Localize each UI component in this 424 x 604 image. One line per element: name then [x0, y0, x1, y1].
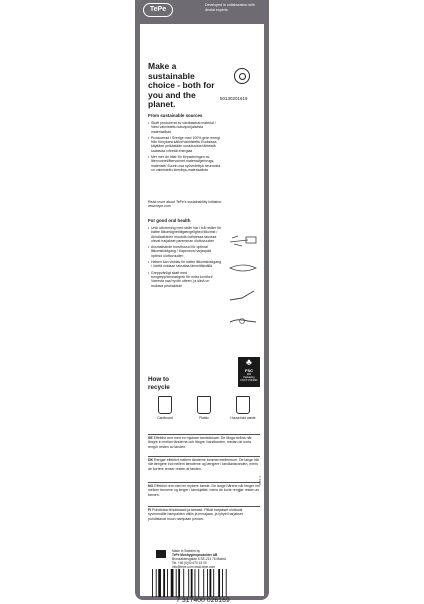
tepe-logo: TePe [143, 3, 173, 17]
bin-icon [197, 396, 211, 414]
divider [148, 482, 260, 483]
card-header [135, 0, 269, 22]
bin-icon [236, 396, 250, 414]
recycle-badge-icon [234, 68, 250, 84]
angled-neck-icon [228, 288, 258, 304]
list-item: • Greppvänligt skaft med tumgrepp/tommelgreb för extra komfort/ Varresta saa hyvän otteen, ja siinä on mukava peukalotuki [148, 271, 222, 288]
list-item: • Mer mer än bitar för förpackningen av återvunnet/återvunnet material/gerbrugs-materiale/ Suurin osa syövedettyä neuroosta on valmistettu kierrätys-materiaalista [148, 155, 222, 172]
brush-head-icon [228, 232, 258, 248]
tapered-head-icon [228, 260, 258, 276]
collab-text: Developed in collaboration with dental experts. [205, 3, 255, 12]
sources-title: From sustainable sources [148, 113, 203, 118]
thumb-grip-icon [228, 314, 258, 330]
sustainability-note: Read more about TePe's sustainability initiative: www.tepe.com [148, 200, 222, 209]
divider [148, 434, 260, 435]
list-item: • Unik utformning med strån här / två nivåer för bättre åtkomlighet/tilgængelighed tilkomst / Ainutlaatuinen muotoilu kahdessa tasossa olevat harjakset paremman ulottuvuuden [148, 226, 222, 243]
product-code: 50130201619 [220, 96, 248, 101]
list-item: • Halsen kan vinklas för bättre åtkomst/adgang / Varttä voidaan taivuttaa lämmittämällä [148, 260, 222, 269]
list-item: • Producerad i Sverige med 100% grön energi från förnybara källor/Valmistettu Ruotsissa käyttäen pelkästään uusiutuvista lähteistä saatavaa vihreää energiaa [148, 136, 222, 153]
divider [148, 456, 260, 457]
sources-list [148, 121, 222, 174]
recycle-household: Household waste [226, 396, 260, 426]
list-item: • Avsmalnande borsthuvud för optimal åtkomst/adgang / Kapeneva harjaspää optimoi ulottuvuuden [148, 245, 222, 258]
barcode [150, 569, 256, 597]
lang-fi: FI Puhdistaa tehokkaasti ja tarkasti. Pitkät harjakset ulottuvat syvemmälle hampaiden väliin ja ienrajaan, ja lyhyet harjakset puhdistavat muun hampaan pinnan. [148, 508, 243, 521]
oral-list [148, 226, 222, 290]
recycle-title: How to recycle [148, 376, 170, 391]
fsc-tree-icon: ♣ [246, 357, 252, 367]
recycle-cardboard: Cardboard [148, 396, 182, 426]
divider [148, 506, 260, 507]
side-code: F 1601 [258, 476, 262, 486]
manufacturer-address: Made in Sweden by TePe Munhygienprodukter AB Bronsaldersgatan 6 SE-213 76 Malmö Tel. +46 (0)40 670 15 00 info@tepe.com www.tepe.com [172, 549, 227, 569]
bin-icon [158, 396, 172, 414]
oral-title: For good oral health [148, 218, 191, 223]
label-panel [140, 24, 264, 604]
list-item: • Skaft producerat av växtbaserat material / Varsi valmistettu kasvipohjaisesta materiaalista [148, 121, 222, 134]
lang-se: SE Effektivt rent med en mjukare tandstickare. De långa stråna når längre in mellan tänderna och längre i tandkanten, medan de korta rengör resten av tanden. [148, 436, 252, 449]
recycle-icons [148, 396, 260, 426]
barcode-number: 7 317400 026169 [176, 597, 230, 604]
lang-no: NO Effektivt rent med en mykere børste. De lange hårene når lenger inn mellom tennene og lenger i tannkjøttet, mens de korte rengjør resten av tannen. [148, 484, 260, 497]
headline: Make a sustainable choice - both for you and the planet. [148, 61, 215, 109]
factory-icon [156, 550, 166, 558]
package-card [135, 0, 269, 604]
recycle-plastic: Plastic [187, 396, 221, 426]
lang-dk: DK Rengør effektivt mellem tänderne tommerrmellemrum. De lange hår når længere ind mellem tænderne og længere i tandkødsranden, mens de kortere renser resten af tanden. [148, 458, 260, 471]
fsc-logo: ♣ FSC MIX Packaging FSC® C134090 [238, 357, 260, 387]
